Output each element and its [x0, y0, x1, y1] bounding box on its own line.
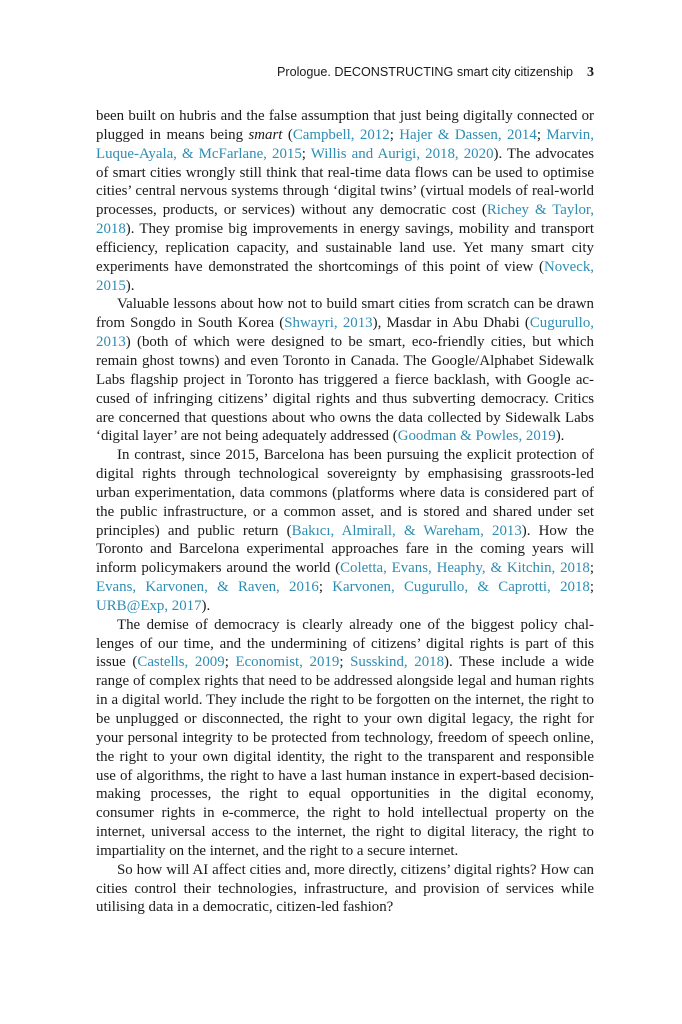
text-run: ; [389, 126, 400, 143]
citation-link[interactable]: Richey & Taylor, 2018 [96, 202, 595, 238]
text-run: ), Masdar in Abu Dhabi ( [372, 315, 530, 332]
citation-link[interactable]: Goodman & Powles, 2019 [397, 428, 556, 445]
citation-link[interactable]: Castells, 2009 [137, 654, 225, 671]
paragraph-4 [96, 616, 594, 861]
text-run: ). These include a wide range of complex rights that need to be addressed alongside legal and human rights in a digital world. They include the right to be forgotten on the internet, the right to be unplugged or disconnected, the right to your own digital legacy, the right for your personal integrity to be protected from technology, freedom of speech online, the right to your own digital identity, the right to the transparent and responsible use of algorithms, the right to have a last human instance in expert-based decision-making processes, the right to equal opportunities in the digital economy, consumer rights in e-commerce, the right to hold intellectual property on the internet, universal access to the internet, the right to digital literacy, the right to impartiality on the internet, and the right to a secure internet. [96, 654, 594, 859]
citation-link[interactable]: Noveck, 2015 [96, 258, 594, 294]
page-number: 3 [587, 65, 594, 80]
paragraph-5 [96, 861, 594, 918]
text-run: ; [318, 579, 333, 596]
citation-link[interactable]: URB@Exp, 2017 [96, 597, 202, 614]
citation-link[interactable]: Shwayri, 2013 [284, 315, 373, 332]
citation-link[interactable]: Susskind, 2018 [350, 654, 445, 671]
paragraph-1 [96, 107, 594, 295]
text-run: ). [125, 277, 135, 294]
text-run: ). How the Toronto and Barcelona experimental approaches fare in the coming years will inform policymakers around the world ( [96, 522, 594, 577]
citation-link[interactable]: Evans, Karvonen, & Raven, 2016 [96, 579, 319, 596]
text-run: ). They promise big improvements in energy savings, mobility and transport efficiency, replication capacity, and sustainable land use. Yet many smart city experiments have demonstrated the shortcomings of this point of view ( [96, 221, 594, 275]
paragraph-2 [96, 295, 594, 446]
text-run: ). [201, 597, 211, 614]
citation-link[interactable]: Cugurullo, 2013 [96, 315, 594, 351]
text-run: ; [589, 560, 594, 577]
running-head-title: Prologue. DECONSTRUCTING smart city citizenship [276, 65, 573, 79]
citation-link[interactable]: Bakıcı, Almirall, & Wareham, 2013 [291, 522, 522, 539]
citation-link[interactable]: Economist, 2019 [235, 654, 340, 671]
paragraph-3 [96, 446, 594, 616]
text-run: The demise of democracy is clearly already one of the biggest policy challenges of our time, and the undermining of citizens’ digital rights is part of this issue ( [96, 616, 594, 671]
text-run: ). [555, 428, 565, 445]
citation-link[interactable]: Karvonen, Cugurullo, & Caprotti, 2018 [332, 579, 590, 596]
text-run: In contrast, since 2015, Barcelona has been pursuing the explicit protection of digital rights through technological sovereignty by emphasising grassroots-led urban experimentation, data commons (platforms where data is considered part of the public infrastructure, or a common asset, and is stored and shared under set principles) and public return ( [96, 447, 594, 539]
citation-link[interactable]: Campbell, 2012 [292, 126, 390, 143]
text-run: ; [301, 145, 311, 162]
running-head [96, 64, 594, 81]
emphasis-text: smart [248, 126, 283, 143]
text-run: been built on hubris and the false assumption that just being digitally connected or plugged in means being [96, 108, 594, 143]
text-run: ). The advocates of smart cities wrongly still think that real-time data flows can be used to optimise cities’ central nervous systems through ‘digital twins’ (virtual models of real-world processes, products, or services) without any democratic cost ( [96, 145, 594, 219]
text-run: ; [589, 579, 594, 596]
text-run: ; [339, 654, 351, 671]
text-run: ; [224, 654, 236, 671]
citation-link[interactable]: Hajer & Dassen, 2014 [399, 126, 537, 143]
text-run: ; [536, 126, 547, 143]
citation-link[interactable]: Coletta, Evans, Heaphy, & Kitchin, 2018 [340, 560, 590, 577]
citation-link[interactable]: Marvin, Luque-Ayala, & McFarlane, 2015 [96, 126, 594, 162]
text-run: ( [282, 126, 293, 143]
citation-link[interactable]: Willis and Aurigi, 2018, 2020 [310, 145, 494, 162]
text-run: ) (both of which were designed to be smart, eco-friendly cities, but which remain ghost towns) and even Toronto in Canada. The Google/Alphabet Sidewalk Labs flagship project in Toronto has triggered a fierce backlash, with Google accused of infringing citizens’ digital rights and thus subverting democracy. Critics are concerned that questions about who owns the data collected by Sidewalk Labs ‘digital layer’ are not being adequately addressed ( [96, 334, 594, 445]
text-run: Valuable lessons about how not to build smart cities from scratch can be drawn from Songdo in South Korea ( [96, 296, 594, 332]
text-run: So how will AI affect cities and, more directly, citizens’ digital rights? How can cities control their technologies, infrastructure, and provision of services while utilising data in a democratic, citizen-led fashion? [96, 861, 594, 916]
body-text [96, 107, 594, 917]
